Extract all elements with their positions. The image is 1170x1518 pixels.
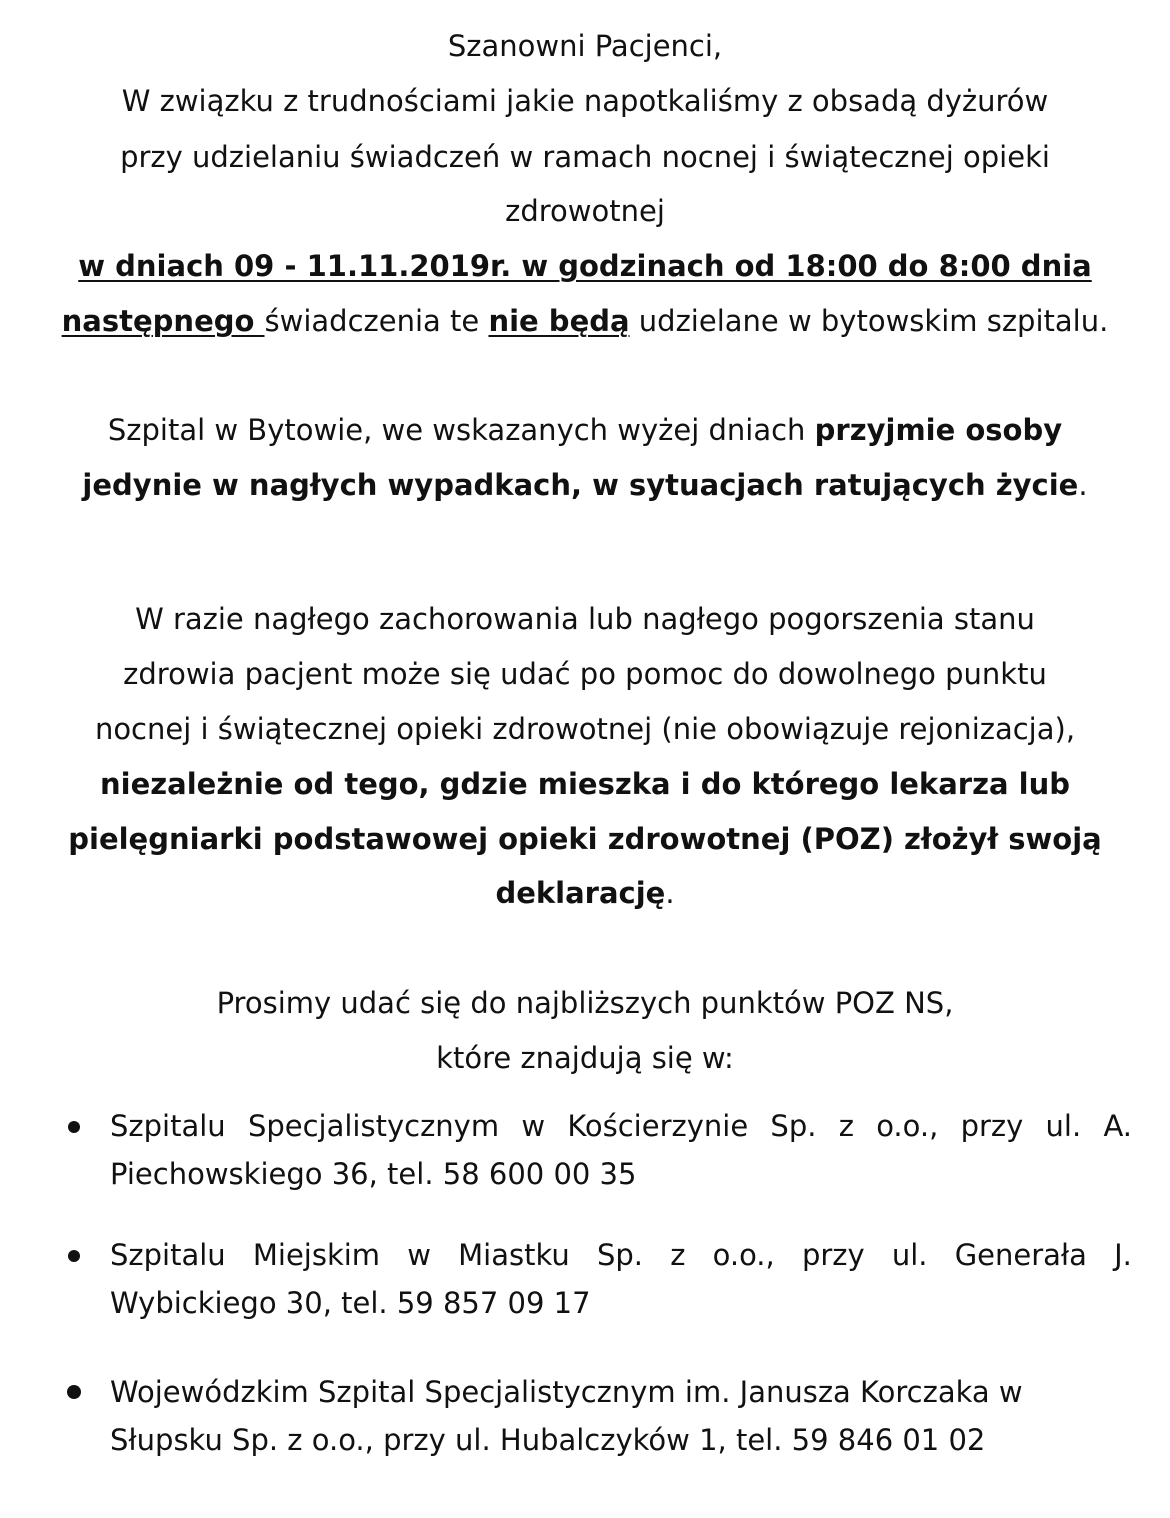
word: z: [670, 1238, 686, 1272]
location-1-line-1: [110, 1104, 1132, 1148]
location-2-line-1: [110, 1233, 1132, 1277]
bullet-icon: [68, 1250, 80, 1262]
hospital-line-1-a: Szpital w Bytowie, we wskazanych wyżej dniach: [107, 413, 815, 447]
dates-line-2-bold: następnego: [61, 304, 265, 338]
emergency-line-6-end: .: [665, 876, 675, 910]
word: Szpitalu: [110, 1238, 226, 1272]
word: Sp.: [770, 1109, 817, 1143]
location-1-line-2: Piechowskiego 36, tel. 58 600 00 35: [110, 1157, 637, 1191]
dates-line-2: [0, 303, 1170, 339]
word: ul.: [891, 1238, 928, 1272]
word: Miejskim: [252, 1238, 381, 1272]
word: Sp.: [596, 1238, 644, 1272]
greeting: Szanowni Pacjenci,: [447, 29, 723, 63]
word: o.o.,: [876, 1109, 939, 1143]
hospital-line-1: [0, 412, 1170, 448]
word: A.: [1103, 1109, 1132, 1143]
emergency-line-6: [0, 875, 1170, 911]
word: przy: [960, 1109, 1024, 1143]
location-3-line-2: Słupsku Sp. z o.o., przy ul. Hubalczyków 1, tel. 59 846 01 02: [110, 1423, 986, 1457]
intro-line-2: przy udzielaniu świadczeń w ramach nocnej i świątecznej opieki: [120, 140, 1050, 174]
hospital-line-2-end: .: [1078, 468, 1088, 502]
dates-line-2-bold2: nie będą: [488, 304, 630, 338]
emergency-line-1: W razie nagłego zachorowania lub nagłego pogorszenia stanu: [135, 602, 1035, 636]
bullet-icon: [67, 1385, 81, 1399]
word: Miastku: [458, 1238, 570, 1272]
word: z: [838, 1109, 854, 1143]
emergency-line-2: zdrowia pacjent może się udać po pomoc do dowolnego punktu: [123, 657, 1047, 691]
intro-line-1: W związku z trudnościami jakie napotkaliśmy z obsadą dyżurów: [121, 84, 1049, 118]
dates-line-2-a: świadczenia te: [264, 304, 489, 338]
word: Kościerzynie: [567, 1109, 749, 1143]
location-2-line-2: Wybickiego 30, tel. 59 857 09 17: [110, 1286, 591, 1320]
word: o.o.,: [712, 1238, 775, 1272]
word: w: [407, 1238, 431, 1272]
word: ul.: [1045, 1109, 1082, 1143]
word: Szpitalu: [110, 1109, 226, 1143]
emergency-line-3: nocnej i świątecznej opieki zdrowotnej (nie obowiązuje rejonizacja),: [94, 712, 1076, 746]
hospital-line-2: [0, 467, 1170, 503]
hospital-line-2-bold: jedynie w nagłych wypadkach, w sytuacjach ratujących życie: [82, 468, 1079, 502]
dates-line-1-text: w dniach 09 - 11.11.2019r. w godzinach od 18:00 do 8:00 dnia: [78, 249, 1092, 283]
emergency-line-4: niezależnie od tego, gdzie mieszka i do którego lekarza lub: [100, 767, 1070, 801]
location-3-line-1: Wojewódzkim Szpital Specjalistycznym im. Janusza Korczaka w: [110, 1375, 1023, 1409]
word: Generała: [954, 1238, 1087, 1272]
dates-line-2-b: udzielane w bytowskim szpitalu.: [629, 304, 1109, 338]
bullet-icon: [68, 1121, 80, 1133]
hospital-line-1-bold: przyjmie osoby: [814, 413, 1063, 447]
word: Specjalistycznym: [247, 1109, 500, 1143]
request-line-2: które znajdują się w:: [436, 1041, 734, 1075]
dates-line-1: [0, 248, 1170, 284]
word: J.: [1114, 1238, 1132, 1272]
intro-line-3: zdrowotnej: [505, 194, 665, 228]
emergency-line-5: pielęgniarki podstawowej opieki zdrowotnej (POZ) złożył swoją: [68, 822, 1102, 856]
request-line-1: Prosimy udać się do najbliższych punktów POZ NS,: [216, 986, 954, 1020]
emergency-line-6-bold: deklarację: [495, 876, 666, 910]
word: przy: [801, 1238, 865, 1272]
word: w: [521, 1109, 546, 1143]
